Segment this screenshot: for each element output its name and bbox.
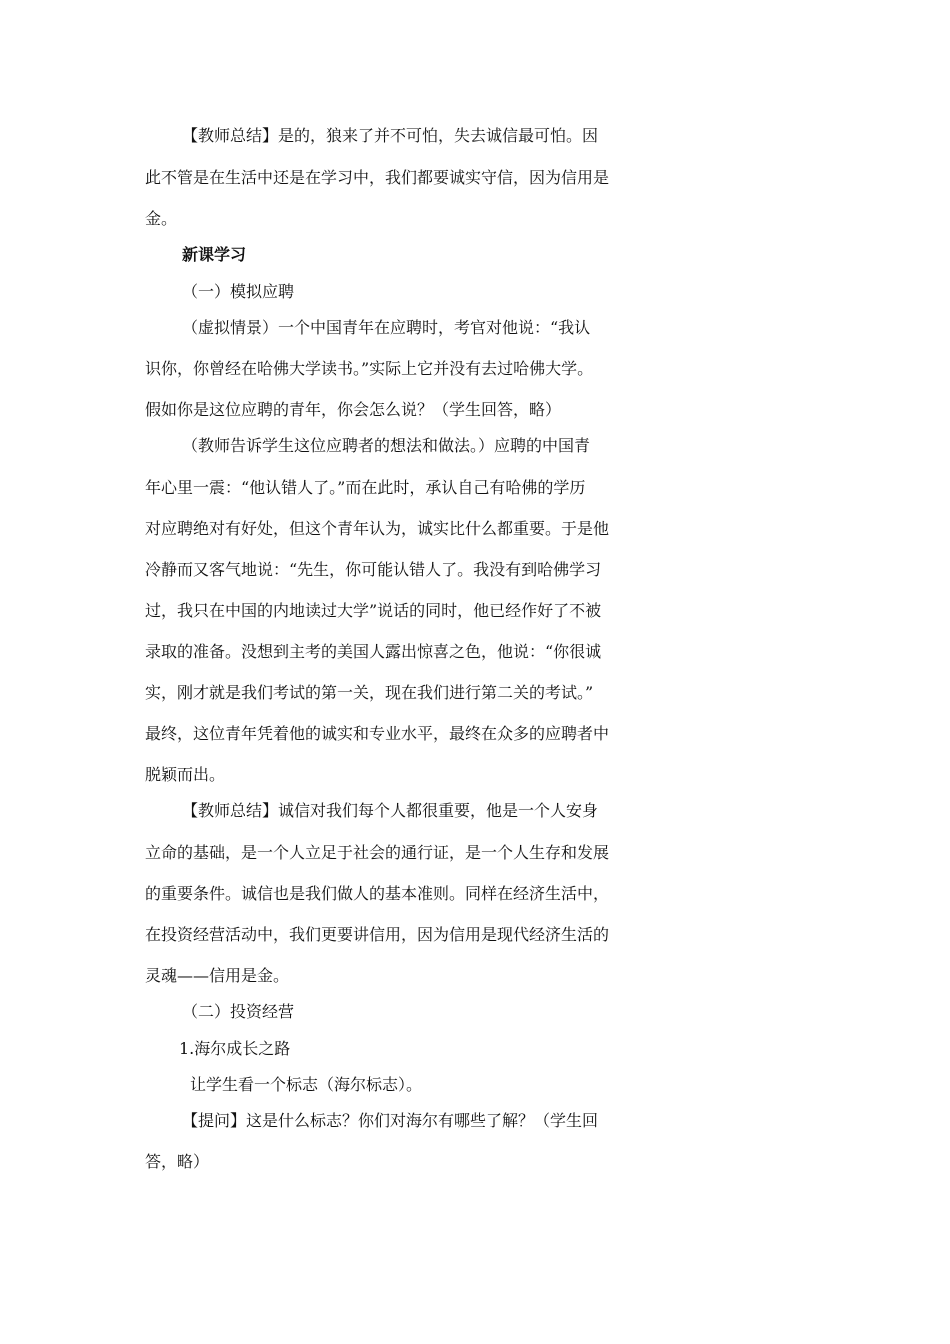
paragraph-line: 【提问】这是什么标志？你们对海尔有哪些了解？（学生回 <box>182 1111 599 1130</box>
section-title: （二）投资经营 <box>182 1002 295 1021</box>
paragraph-line: 让学生看一个标志（海尔标志）。 <box>190 1075 423 1094</box>
paragraph-line: 录取的准备。没想到主考的美国人露出惊喜之色，他说：“你很诚 <box>145 642 602 661</box>
paragraph-line: 此不管是在生活中还是在学习中，我们都要诚实守信，因为信用是 <box>145 168 610 187</box>
paragraph-line: 立命的基础，是一个人立足于社会的通行证，是一个人生存和发展 <box>145 843 610 862</box>
paragraph-line: 金。 <box>145 209 178 228</box>
paragraph-line: 【教师总结】诚信对我们每个人都很重要，他是一个人安身 <box>182 801 599 820</box>
paragraph-line: 对应聘绝对有好处，但这个青年认为，诚实比什么都重要。于是他 <box>145 519 610 538</box>
section-title: （一）模拟应聘 <box>182 282 295 301</box>
paragraph-line: 【教师总结】是的，狼来了并不可怕，失去诚信最可怕。因 <box>182 126 599 145</box>
paragraph-line: 假如你是这位应聘的青年，你会怎么说？（学生回答，略） <box>145 400 562 419</box>
section-heading: 新课学习 <box>182 245 247 264</box>
paragraph-line: 在投资经营活动中，我们更要讲信用，因为信用是现代经济生活的 <box>145 925 610 944</box>
paragraph-line: （教师告诉学生这位应聘者的想法和做法。）应聘的中国青 <box>182 436 591 455</box>
paragraph-line: 的重要条件。诚信也是我们做人的基本准则。同样在经济生活中， <box>145 884 610 903</box>
paragraph-line: 实，刚才就是我们考试的第一关，现在我们进行第二关的考试。” <box>145 683 594 702</box>
paragraph-line: 年心里一震：“他认错人了。”而在此时，承认自己有哈佛的学历 <box>145 478 586 497</box>
paragraph-line: 过，我只在中国的内地读过大学”说话的同时，他已经作好了不被 <box>145 601 602 620</box>
paragraph-line: 冷静而又客气地说：“先生，你可能认错人了。我没有到哈佛学习 <box>145 560 602 579</box>
paragraph-line: 识你，你曾经在哈佛大学读书。”实际上它并没有去过哈佛大学。 <box>145 359 594 378</box>
paragraph-line: （虚拟情景）一个中国青年在应聘时，考官对他说：“我认 <box>182 318 591 337</box>
subsection-title: 1.海尔成长之路 <box>179 1039 291 1058</box>
paragraph-line: 灵魂——信用是金。 <box>145 966 290 985</box>
paragraph-line: 最终，这位青年凭着他的诚实和专业水平，最终在众多的应聘者中 <box>145 724 610 743</box>
paragraph-line: 脱颖而出。 <box>145 765 226 784</box>
paragraph-line: 答，略） <box>145 1152 210 1171</box>
